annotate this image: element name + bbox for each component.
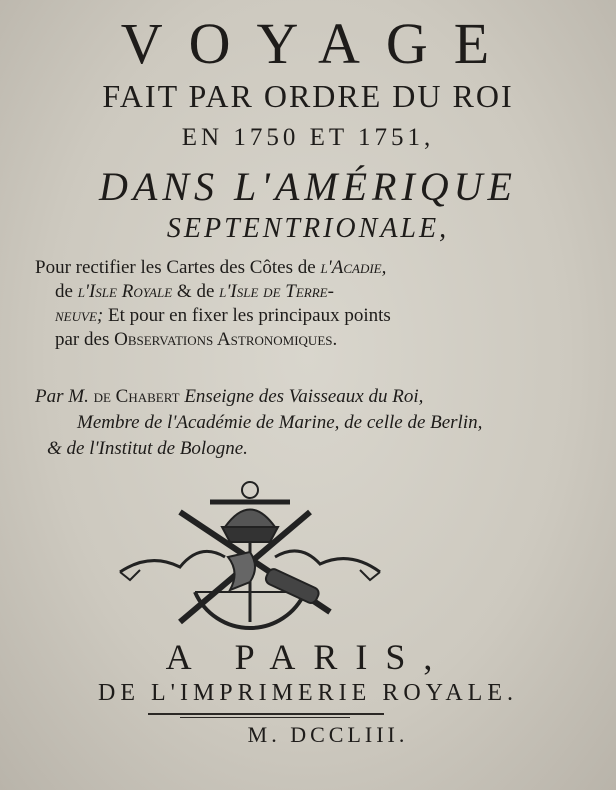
imprint-date: M. DCCLIII. <box>247 722 409 747</box>
purpose-text: Pour rectifier les Cartes des Côtes de <box>35 257 321 278</box>
imprint-place: A PARIS, <box>165 637 451 677</box>
author-membership: Membre de l'Académie de Marine, de celle de Berlin, <box>77 412 483 433</box>
purpose-place: l'Isle de Terre- <box>219 281 334 302</box>
divider <box>180 717 350 718</box>
title-subtitle: FAIT PAR ORDRE DU ROI <box>102 78 514 114</box>
purpose-place: l'Acadie, <box>320 257 387 278</box>
author-institute: & de l'Institut de Bologne. <box>47 438 248 459</box>
purpose-text: Et pour en fixer les principaux points <box>103 305 391 326</box>
title-years: EN 1750 ET 1751, <box>181 124 435 151</box>
purpose-text: de <box>55 281 78 302</box>
purpose-place: neuve; <box>55 305 104 326</box>
purpose-text: par des <box>55 329 115 350</box>
purpose-text: & de <box>172 281 220 302</box>
purpose-observations: Observations Astronomiques. <box>114 329 338 350</box>
author-text: Par M. <box>35 386 94 407</box>
author-paragraph <box>35 384 595 462</box>
nautical-trophy-icon <box>110 472 390 642</box>
author-text: Enseigne des Vaisseaux du Roi, <box>179 386 424 407</box>
divider <box>148 713 384 715</box>
imprint-printer: DE L'IMPRIMERIE ROYALE. <box>98 680 518 706</box>
purpose-place: l'Isle Royale <box>77 281 173 302</box>
author-name: de Chabert <box>93 386 180 407</box>
purpose-paragraph <box>35 256 595 352</box>
title-voyage: VOYAGE <box>120 11 516 76</box>
title-dans: DANS L'AMÉRIQUE <box>99 164 517 209</box>
title-region: SEPTENTRIONALE, <box>166 213 450 244</box>
